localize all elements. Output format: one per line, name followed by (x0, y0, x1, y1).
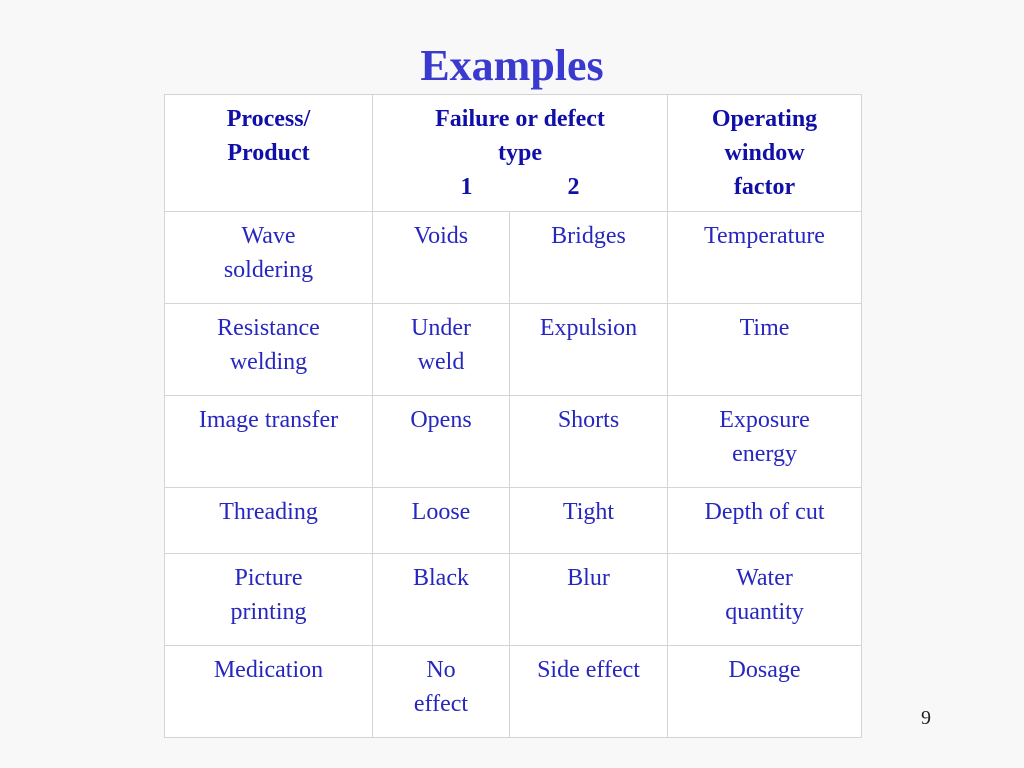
slide-title: Examples (420, 41, 604, 90)
failure-type-1: 1 (460, 174, 473, 200)
table-row (165, 554, 862, 646)
cell-failure-type-2: Expulsion (510, 304, 668, 396)
cell-failure-type-2: Bridges (510, 212, 668, 304)
header-operating-window-factor: Operating window factor (668, 95, 862, 212)
table-row (165, 304, 862, 396)
cell-operating-factor: Depth of cut (668, 488, 862, 554)
cell-failure-type-2: Tight (510, 488, 668, 554)
failure-type-2: 2 (567, 174, 580, 200)
cell-process: Picture printing (165, 554, 373, 646)
cell-failure-type-1: Black (373, 554, 510, 646)
cell-operating-factor: Temperature (668, 212, 862, 304)
cell-operating-factor: Time (668, 304, 862, 396)
cell-operating-factor: Water quantity (668, 554, 862, 646)
cell-process: Threading (165, 488, 373, 554)
table-row (165, 396, 862, 488)
header-failure-label: Failure or defect type (435, 106, 605, 166)
header-row (165, 95, 862, 212)
cell-failure-type-1: Loose (373, 488, 510, 554)
cell-failure-type-1: Opens (373, 396, 510, 488)
cell-process: Resistance welding (165, 304, 373, 396)
cell-failure-type-2: Shorts (510, 396, 668, 488)
cell-process: Wave soldering (165, 212, 373, 304)
cell-operating-factor: Dosage (668, 646, 862, 738)
cell-process: Medication (165, 646, 373, 738)
cell-failure-type-2: Blur (510, 554, 668, 646)
header-failure-type (373, 95, 668, 212)
cell-failure-type-2: Side effect (510, 646, 668, 738)
cell-failure-type-1: Under weld (373, 304, 510, 396)
failure-type-numbers (377, 170, 663, 204)
examples-table (164, 94, 862, 738)
cell-failure-type-1: No effect (373, 646, 510, 738)
table-row (165, 646, 862, 738)
cell-operating-factor: Exposure energy (668, 396, 862, 488)
header-process-product: Process/ Product (165, 95, 373, 212)
cell-failure-type-1: Voids (373, 212, 510, 304)
page-number: 9 (921, 707, 931, 729)
cell-process: Image transfer (165, 396, 373, 488)
table-row (165, 212, 862, 304)
table-row (165, 488, 862, 554)
